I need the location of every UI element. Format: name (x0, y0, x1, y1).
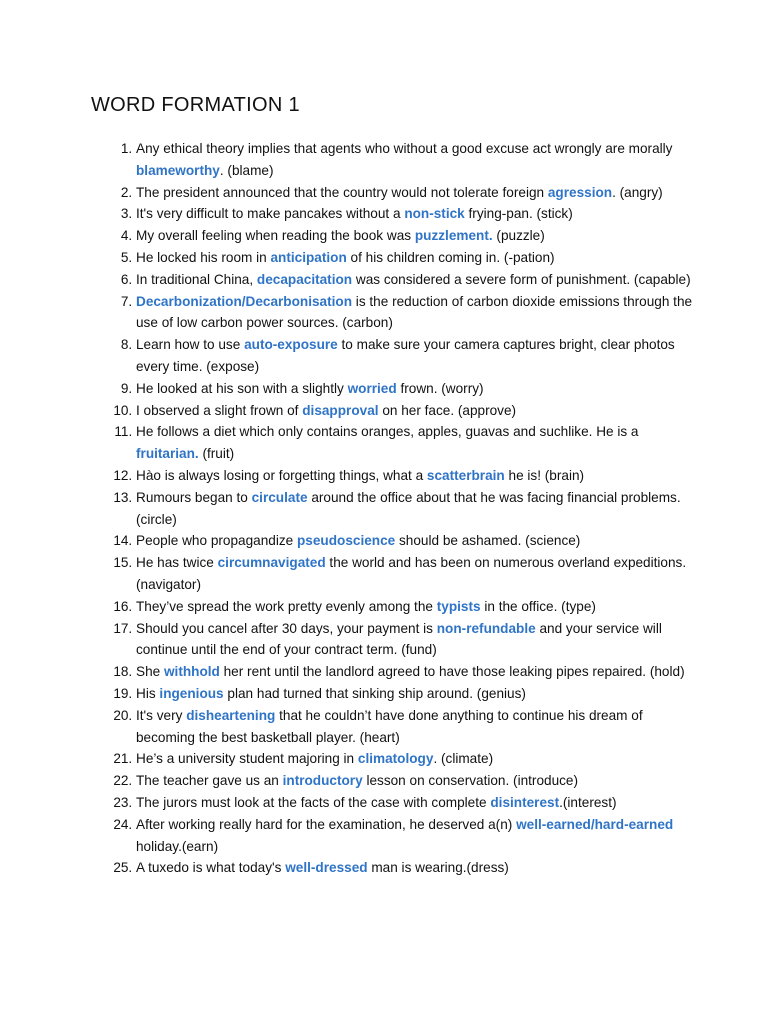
page-title: WORD FORMATION 1 (91, 94, 300, 116)
item-text (136, 661, 704, 683)
item-number: 15. (113, 555, 136, 571)
item-text (136, 421, 704, 465)
item-number: 9. (120, 380, 136, 396)
item-text (136, 618, 704, 662)
item-prompt-after: plan had turned that sinking ship around. (genius) (223, 685, 526, 701)
answer-word: disheartening (186, 707, 276, 723)
list-item (104, 661, 704, 683)
item-prompt-before: His (136, 685, 160, 701)
list-item (104, 247, 704, 269)
list-item (104, 378, 704, 400)
item-number: 7. (120, 293, 136, 309)
answer-word: non-refundable (436, 620, 536, 636)
item-prompt-after: he is! (brain) (504, 467, 585, 483)
item-prompt-after: frown. (worry) (396, 380, 484, 396)
item-number: 16. (113, 598, 136, 614)
answer-word: ingenious (159, 685, 224, 701)
answer-word: anticipation (270, 249, 347, 265)
item-text (136, 792, 704, 814)
list-item (104, 334, 704, 378)
item-prompt-after: and your service will continue until the end of your contract term. (fund) (136, 620, 662, 658)
item-number: 1. (120, 141, 136, 156)
list-item (104, 792, 704, 814)
list-item (104, 683, 704, 705)
item-prompt-before: Hào is always losing or forgetting things, what a (136, 467, 427, 483)
answer-word: pseudoscience (296, 533, 396, 549)
item-prompt-before: The president announced that the country would not tolerate foreign (136, 184, 548, 200)
item-prompt-after: holiday.(earn) (136, 838, 219, 854)
answer-word: well-dressed (285, 860, 368, 876)
item-text (136, 225, 704, 247)
item-prompt-before: The teacher gave us an (136, 773, 283, 789)
answer-word: worried (347, 380, 397, 396)
list-item (104, 618, 704, 662)
answer-word: blameworthy (136, 162, 220, 178)
item-prompt-before: She (136, 664, 164, 680)
answer-word: well-earned/hard-earned (516, 816, 674, 832)
item-number: 12. (113, 467, 136, 483)
list-item (104, 291, 704, 335)
item-text (136, 770, 704, 792)
answer-word: puzzlement. (414, 228, 493, 244)
answer-word: decapacitation (256, 271, 353, 287)
item-text (136, 683, 704, 705)
list-item (104, 225, 704, 247)
item-text (136, 857, 704, 879)
item-number: 22. (113, 773, 136, 789)
list-item (104, 465, 704, 487)
answer-word: disapproval (302, 402, 379, 418)
item-prompt-before: I observed a slight frown of (136, 402, 303, 418)
item-number: 11. (114, 424, 136, 440)
item-prompt-after: (puzzle) (492, 228, 545, 244)
item-text (136, 814, 704, 858)
answer-word: circulate (251, 489, 308, 505)
item-text (136, 247, 704, 269)
item-prompt-after: in the office. (type) (480, 598, 596, 614)
item-prompt-before: Learn how to use (136, 337, 245, 353)
item-prompt-before: My overall feeling when reading the book was (136, 228, 415, 244)
item-prompt-after: the world and has been on numerous overland expeditions. (navigator) (136, 555, 687, 592)
item-text (136, 596, 704, 618)
item-prompt-before: He looked at his son with a slightly (136, 380, 348, 396)
item-number: 17. (113, 620, 136, 636)
item-prompt-before: The jurors must look at the facts of the case with complete (136, 794, 491, 810)
item-text (136, 487, 704, 531)
list-item (104, 269, 704, 291)
item-text (136, 530, 704, 552)
item-number: 13. (113, 489, 136, 505)
item-prompt-before: Any ethical theory implies that agents who without a good excuse act wrongly are morally (136, 141, 673, 156)
item-text (136, 203, 704, 225)
item-prompt-before: A tuxedo is what today's (136, 860, 286, 876)
answer-word: typists (436, 598, 481, 614)
exercise-list (104, 138, 704, 879)
item-prompt-before: It's very (136, 707, 187, 723)
item-number: 20. (113, 707, 136, 723)
item-number: 6. (120, 271, 136, 287)
item-prompt-after: . (angry) (612, 184, 663, 200)
item-text (136, 748, 704, 770)
list-item (104, 182, 704, 204)
item-number: 5. (120, 249, 136, 265)
item-text (136, 291, 704, 335)
item-number: 18. (113, 664, 136, 680)
item-prompt-after: her rent until the landlord agreed to have those leaking pipes repaired. (hold) (219, 664, 685, 680)
item-text (136, 400, 704, 422)
item-number: 23. (113, 794, 136, 810)
item-number: 3. (120, 206, 136, 222)
item-text (136, 705, 704, 749)
item-number: 2. (120, 184, 136, 200)
list-item (104, 203, 704, 225)
list-item (104, 596, 704, 618)
item-prompt-before: In traditional China, (136, 271, 257, 287)
item-prompt-after: to make sure your camera captures bright, clear photos every time. (expose) (136, 337, 675, 374)
item-text (136, 138, 704, 182)
answer-word: auto-exposure (244, 337, 338, 353)
list-item (104, 138, 704, 182)
item-prompt-before: He has twice (136, 555, 218, 571)
list-item (104, 530, 704, 552)
item-number: 19. (113, 685, 136, 701)
item-prompt-after: . (blame) (219, 162, 274, 178)
item-prompt-before: Rumours began to (136, 489, 252, 505)
item-prompt-after: man is wearing.(dress) (367, 860, 509, 876)
answer-word: scatterbrain (426, 467, 505, 483)
item-prompt-before: After working really hard for the examination, he deserved a(n) (136, 816, 517, 832)
answer-word: climatology (357, 751, 434, 767)
item-prompt-before: He locked his room in (136, 249, 271, 265)
answer-word: agression (547, 184, 613, 200)
item-prompt-after: .(interest) (559, 794, 617, 810)
item-text (136, 552, 704, 596)
item-prompt-after: frying-pan. (stick) (464, 206, 573, 222)
item-prompt-after: . (climate) (433, 751, 494, 767)
item-prompt-before: He’s a university student majoring in (136, 751, 358, 767)
item-number: 10. (113, 402, 136, 418)
answer-word: withhold (163, 664, 220, 680)
list-item (104, 421, 704, 465)
list-item (104, 552, 704, 596)
answer-word: circumnavigated (217, 555, 326, 571)
item-text (136, 465, 704, 487)
answer-word: disinterest (490, 794, 560, 810)
list-item (104, 857, 704, 879)
item-text (136, 334, 704, 378)
item-prompt-after: was considered a severe form of punishment. (capable) (352, 271, 691, 287)
item-number: 24. (113, 816, 136, 832)
item-prompt-before: It's very difficult to make pancakes without a (136, 206, 405, 222)
item-number: 8. (120, 337, 136, 353)
item-prompt-after: (fruit) (198, 446, 235, 462)
item-number: 25. (113, 860, 136, 876)
item-text (136, 269, 704, 291)
list-item (104, 400, 704, 422)
list-item (104, 770, 704, 792)
item-prompt-before: He follows a diet which only contains oranges, apples, guavas and suchlike. He is a (136, 424, 639, 440)
item-number: 4. (120, 228, 136, 244)
item-prompt-before: Should you cancel after 30 days, your payment is (136, 620, 437, 636)
item-number: 21. (113, 751, 136, 767)
item-prompt-before: They’ve spread the work pretty evenly among the (136, 598, 437, 614)
item-prompt-after: lesson on conservation. (introduce) (362, 773, 579, 789)
item-text (136, 182, 704, 204)
item-prompt-after: is the reduction of carbon dioxide emissions through the use of low carbon power sources. (carbon) (136, 293, 693, 331)
item-prompt-after: of his children coming in. (-pation) (346, 249, 555, 265)
item-prompt-before: People who propagandize (136, 533, 297, 549)
list-item (104, 487, 704, 531)
item-number: 14. (113, 533, 136, 549)
item-text (136, 378, 704, 400)
answer-word: Decarbonization/Decarbonisation (136, 293, 353, 309)
item-prompt-after: around the office about that he was facing financial problems. (circle) (136, 489, 681, 527)
answer-word: introductory (282, 773, 363, 789)
item-prompt-after: that he couldn’t have done anything to continue his dream of becoming the best basketball player. (heart) (136, 707, 643, 745)
item-prompt-after: on her face. (approve) (378, 402, 517, 418)
list-item (104, 748, 704, 770)
list-item (104, 705, 704, 749)
answer-word: non-stick (404, 206, 465, 222)
list-item (104, 814, 704, 858)
answer-word: fruitarian. (136, 446, 199, 462)
item-prompt-after: should be ashamed. (science) (395, 533, 581, 549)
